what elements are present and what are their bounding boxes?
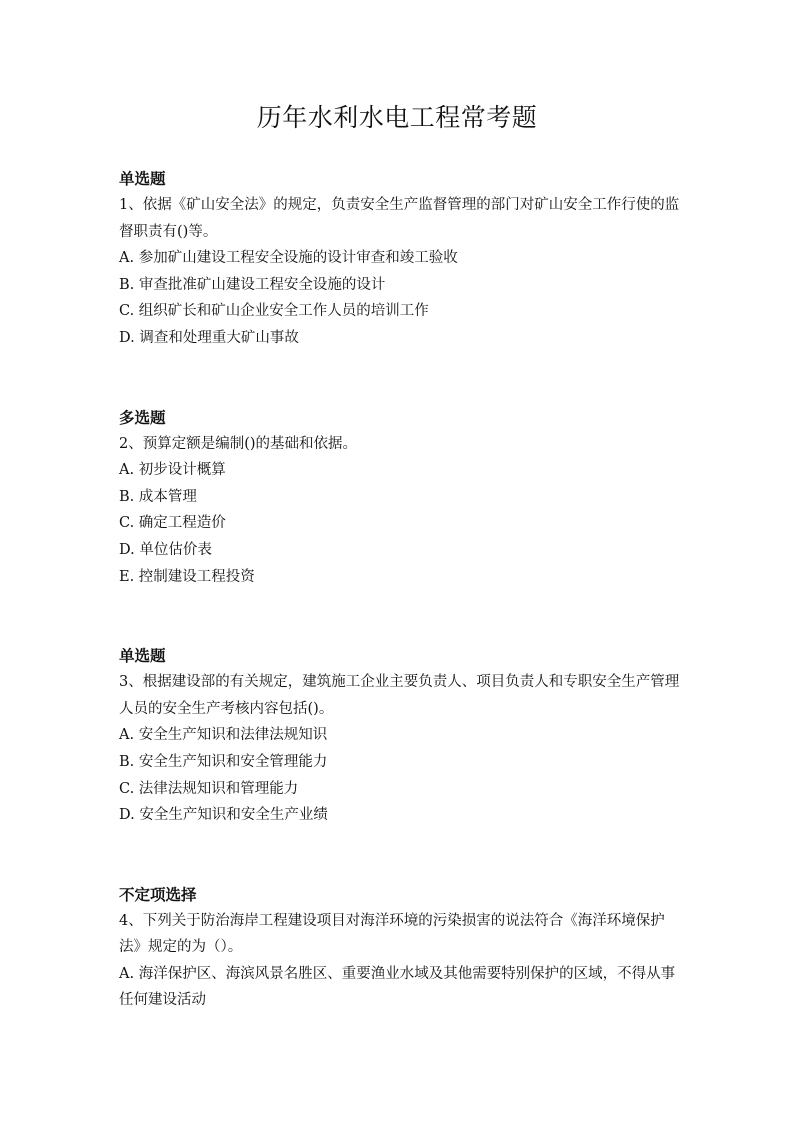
question-stem: 1、依据《矿山安全法》的规定，负责安全生产监督管理的部门对矿山安全工作行使的监督职责有()等。 bbox=[119, 197, 680, 240]
question-type-label: 多选题 bbox=[119, 408, 166, 427]
question-type-label: 不定项选择 bbox=[119, 885, 197, 904]
option-d: D. 调查和处理重大矿山事故 bbox=[119, 329, 299, 346]
question-stem: 2、预算定额是编制()的基础和依据。 bbox=[119, 435, 358, 452]
question-1 bbox=[119, 166, 685, 352]
question-list bbox=[119, 166, 685, 1014]
question-type-label: 单选题 bbox=[119, 647, 166, 666]
option-a: A. 参加矿山建设工程安全设施的设计审查和竣工验收 bbox=[119, 250, 458, 267]
option-b: B. 成本管理 bbox=[119, 488, 197, 505]
option-d: D. 单位估价表 bbox=[119, 541, 212, 558]
option-b: B. 安全生产知识和安全管理能力 bbox=[119, 753, 328, 770]
option-c: C. 组织矿长和矿山企业安全工作人员的培训工作 bbox=[119, 303, 429, 320]
question-4 bbox=[119, 882, 685, 1014]
document-title: 历年水利水电工程常考题 bbox=[256, 103, 538, 132]
section-spacer bbox=[119, 352, 685, 405]
option-a: A. 海洋保护区、海滨风景名胜区、重要渔业水域及其他需要特别保护的区域，不得从事任何建设活动 bbox=[119, 965, 676, 1009]
option-b: B. 审查批准矿山建设工程安全设施的设计 bbox=[119, 276, 386, 293]
option-a: A. 初步设计概算 bbox=[119, 462, 226, 479]
option-e: E. 控制建设工程投资 bbox=[119, 568, 255, 585]
option-c: C. 法律法规知识和管理能力 bbox=[119, 780, 299, 797]
option-d: D. 安全生产知识和安全生产业绩 bbox=[119, 807, 328, 824]
option-a: A. 安全生产知识和法律法规知识 bbox=[119, 727, 328, 744]
section-spacer bbox=[119, 590, 685, 643]
question-stem: 4、下列关于防治海岸工程建设项目对海洋环境的污染损害的说法符合《海洋环境保护法》规定的为（）。 bbox=[119, 912, 665, 956]
section-spacer bbox=[119, 829, 685, 882]
question-3 bbox=[119, 643, 685, 829]
option-c: C. 确定工程造价 bbox=[119, 515, 226, 532]
question-2 bbox=[119, 405, 685, 591]
question-stem: 3、根据建设部的有关规定，建筑施工企业主要负责人、项目负责人和专职安全生产管理人员的安全生产考核内容包括()。 bbox=[119, 674, 680, 717]
question-type-label: 单选题 bbox=[119, 170, 166, 188]
